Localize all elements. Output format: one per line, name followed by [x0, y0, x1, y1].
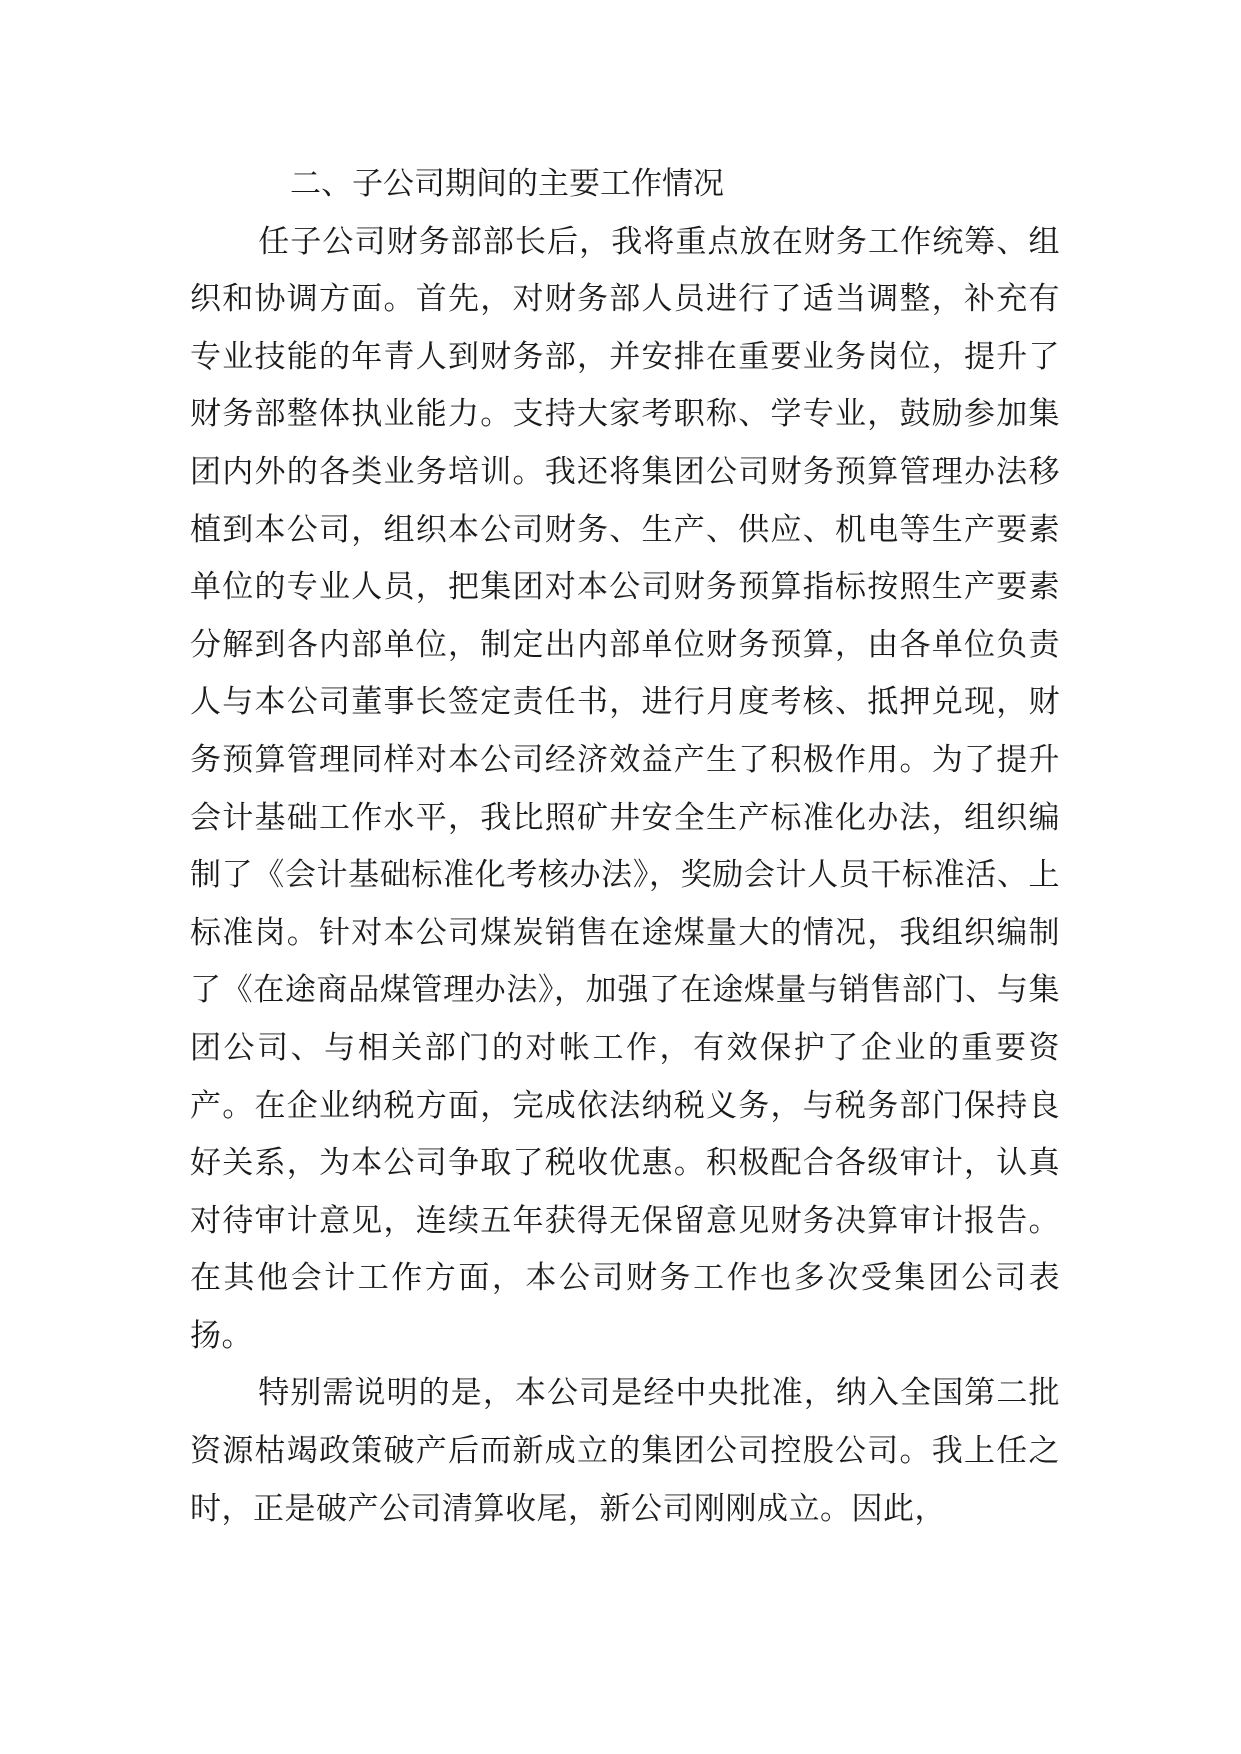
document-body: [190, 156, 1060, 1538]
section-heading: 二、子公司期间的主要工作情况: [290, 166, 724, 202]
body-paragraph-1: 任子公司财务部部长后，我将重点放在财务工作统筹、组织和协调方面。首先，对财务部人员进行了适当调整，补充有专业技能的年青人到财务部，并安排在重要业务岗位，提升了财务部整体执业能力。支持大家考职称、学专业，鼓励参加集团内外的各类业务培训。我还将集团公司财务预算管理办法移植到本公司，组织本公司财务、生产、供应、机电等生产要素单位的专业人员，把集团对本公司财务预算指标按照生产要素分解到各内部单位，制定出内部单位财务预算，由各单位负责人与本公司董事长签定责任书，进行月度考核、抵押兑现，财务预算管理同样对本公司经济效益产生了积极作用。为了提升会计基础工作水平，我比照矿井安全生产标准化办法，组织编制了《会计基础标准化考核办法》，奖励会计人员干标准活、上标准岗。针对本公司煤炭销售在途煤量大的情况，我组织编制了《在途商品煤管理办法》，加强了在途煤量与销售部门、与集团公司、与相关部门的对帐工作，有效保护了企业的重要资产。在企业纳税方面，完成依法纳税义务，与税务部门保持良好关系，为本公司争取了税收优惠。积极配合各级审计，认真对待审计意见，连续五年获得无保留意见财务决算审计报告。在其他会计工作方面，本公司财务工作也多次受集团公司表扬。: [190, 223, 1060, 1354]
body-paragraph-2: 特别需说明的是，本公司是经中央批准，纳入全国第二批资源枯竭政策破产后而新成立的集团公司控股公司。我上任之时，正是破产公司清算收尾，新公司刚刚成立。因此，: [190, 1375, 1060, 1527]
